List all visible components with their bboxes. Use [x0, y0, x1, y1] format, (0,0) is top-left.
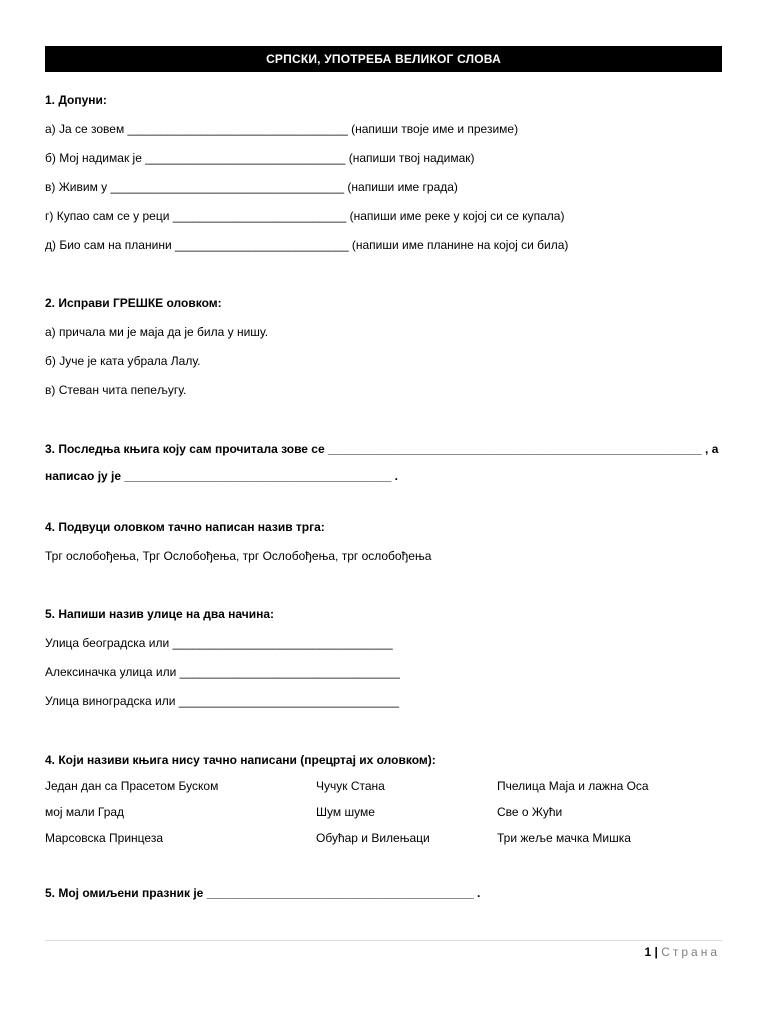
q5-item-1: Улица београдска или _________________________________: [45, 636, 393, 650]
q2-heading: 2. Исправи ГРЕШКЕ оловком:: [45, 296, 222, 310]
book-title: Све о Жући: [497, 805, 563, 819]
q4-heading: 4. Подвуци оловком тачно написан назив трга:: [45, 520, 325, 534]
page-label: Страна: [661, 945, 720, 959]
q2-item-a: а) причала ми је маја да је била у нишу.: [45, 325, 269, 339]
q5-item-3: Улица виноградска или _________________________________: [45, 694, 400, 708]
q3-line-1: 3. Последња књига коју сам прочитала зове се ________________________________________________________ , а: [45, 442, 719, 456]
footer-separator: |: [654, 945, 658, 959]
q1-item-a: а) Ја се зовем _________________________________ (напиши твоје име и презиме): [45, 122, 519, 136]
q1-item-c: в) Живим у ___________________________________ (напиши име града): [45, 180, 458, 194]
worksheet-title: СРПСКИ, УПОТРЕБА ВЕЛИКОГ СЛОВА: [45, 46, 722, 72]
book-title: Обућар и Вилењаци: [316, 831, 430, 845]
page-number: 1: [644, 945, 652, 959]
q2-item-c: в) Стеван чита пепељугу.: [45, 383, 187, 397]
book-title: мој мали Град: [45, 805, 125, 819]
book-title: Један дан са Прасетом Буском: [45, 779, 219, 793]
q6-heading: 4. Који називи књига нису тачно написани (прецртај их оловком):: [45, 753, 436, 767]
footer-divider: [45, 940, 722, 941]
q5-heading: 5. Напиши назив улице на два начина:: [45, 607, 275, 621]
page-footer: [644, 944, 720, 960]
book-title: Шум шуме: [316, 805, 375, 819]
book-title: Марсовска Принцеза: [45, 831, 164, 845]
q1-heading: 1. Допуни:: [45, 93, 107, 107]
book-title: Пчелица Маја и лажна Оса: [497, 779, 649, 793]
q5-item-2: Алексиначка улица или _________________________________: [45, 665, 400, 679]
q3-line-2: написао ју је ________________________________________ .: [45, 469, 399, 483]
book-title: Чучук Стана: [316, 779, 385, 793]
q7-line: 5. Мој омиљени празник је ________________________________________ .: [45, 886, 481, 900]
q1-item-d: г) Купао сам се у реци __________________________ (напиши име реке у којој си се купала): [45, 209, 565, 223]
q2-item-b: б) Јуче је ката убрала Лалу.: [45, 354, 201, 368]
book-title: Три жеље мачка Мишка: [497, 831, 631, 845]
q1-item-b: б) Мој надимак је ______________________________ (напиши твој надимак): [45, 151, 475, 165]
q1-item-e: д) Био сам на планини __________________________ (напиши име планине на којој си била): [45, 238, 569, 252]
q4-options: Трг ослобођења, Трг Ослобођења, трг Ослобођења, трг ослобођења: [45, 549, 432, 563]
